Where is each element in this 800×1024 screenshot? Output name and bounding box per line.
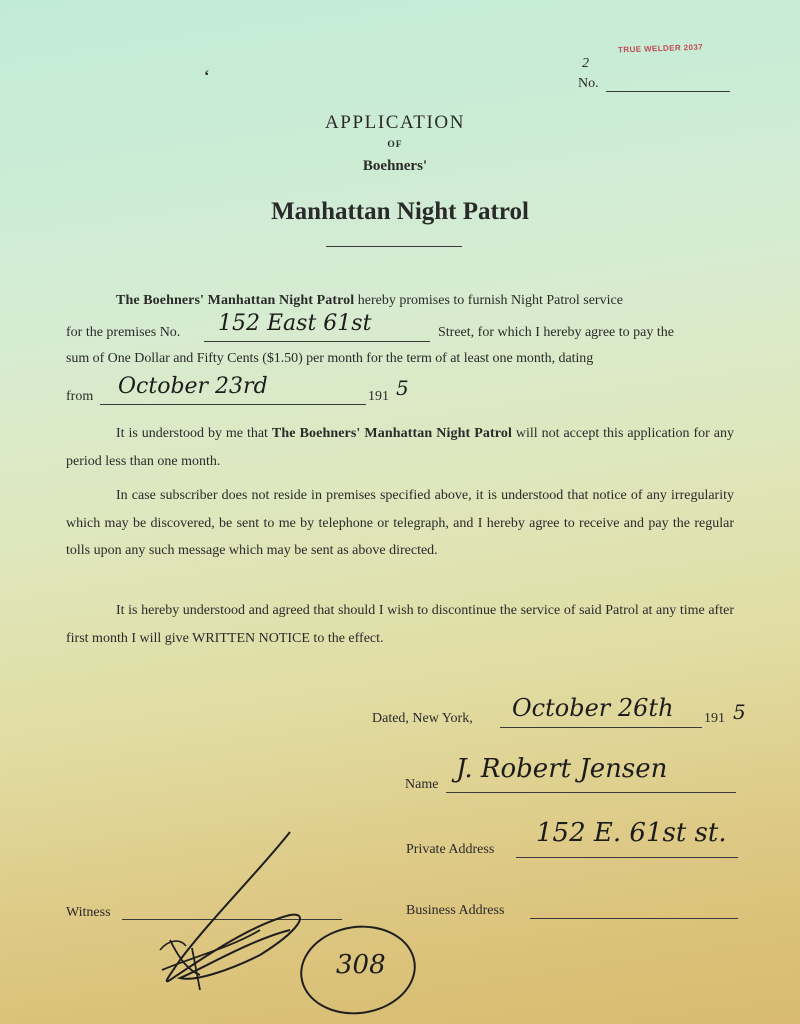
witness-signature-scribble: [140, 820, 320, 1000]
from-date-value: October 23rd: [118, 374, 268, 399]
form-title-of: OF: [387, 140, 403, 150]
name-label: Name: [405, 777, 439, 792]
dated-line: [500, 727, 702, 728]
paragraph-4: [66, 597, 734, 652]
business-address-label: Business Address: [406, 903, 505, 918]
private-address-label: Private Address: [406, 842, 495, 857]
number-label: No.: [578, 76, 599, 91]
red-stamp: TRUE WELDER 2037: [617, 42, 704, 55]
dated-value: October 26th: [512, 694, 674, 722]
p2-text2: will not accept this application for any period less than one month.: [66, 426, 734, 469]
p1-text1: hereby promises to furnish Night Patrol service: [354, 293, 623, 308]
premises-line: [204, 341, 430, 342]
ink-speck: ‘: [204, 68, 210, 85]
number-line: [606, 91, 730, 92]
dated-year-prefix: 191: [704, 711, 725, 726]
p1-text4: sum of One Dollar and Fifty Cents ($1.50) per month for the term of at least one month, dating: [66, 351, 594, 366]
paragraph-2: [66, 420, 734, 475]
private-address-line: [516, 857, 738, 858]
p2-company: The Boehners' Manhattan Night Patrol: [271, 426, 512, 441]
dated-label: Dated, New York,: [372, 711, 473, 726]
name-signature: J. Robert Jensen: [456, 754, 668, 784]
p4-text: It is hereby understood and agreed that should I wish to discontinue the service of said Patrol at any time after first month I will give WRITTEN NOTICE to the effect.: [66, 603, 734, 646]
witness-label: Witness: [66, 905, 111, 920]
p3-text: In case subscriber does not reside in premises specified above, it is understood that notice of any irregularity which may be discovered, be sent to me by telephone or telegraph, and I hereby agree to receive and pay the regular tolls upon any such message which may be sent as above directed.: [66, 488, 734, 558]
p2-text1: It is understood by me that: [116, 426, 272, 441]
company-name-small: Boehners': [362, 158, 428, 174]
p1-text3: Street, for which I hereby agree to pay the: [438, 325, 674, 340]
business-address-line: [530, 918, 738, 919]
dated-year-digit: 5: [733, 700, 746, 724]
name-line: [446, 792, 736, 793]
p1-from-label: from: [66, 389, 94, 404]
paragraph-3: [66, 482, 734, 565]
p1-line1: [116, 293, 623, 309]
company-name-large: Manhattan Night Patrol: [271, 198, 529, 225]
form-title: APPLICATION: [324, 112, 466, 133]
company-name-inline: The Boehners' Manhattan Night Patrol: [116, 293, 355, 308]
from-date-line: [100, 404, 366, 405]
circled-number: 308: [336, 950, 386, 980]
title-rule: [326, 246, 462, 247]
private-address-value: 152 E. 61st st.: [536, 818, 727, 848]
number-mark: 2: [582, 56, 589, 71]
premises-value: 152 East 61st: [218, 311, 372, 336]
from-year-prefix: 191: [368, 389, 389, 404]
p1-premises-label: for the premises No.: [66, 325, 181, 340]
from-year-digit: 5: [396, 376, 409, 400]
